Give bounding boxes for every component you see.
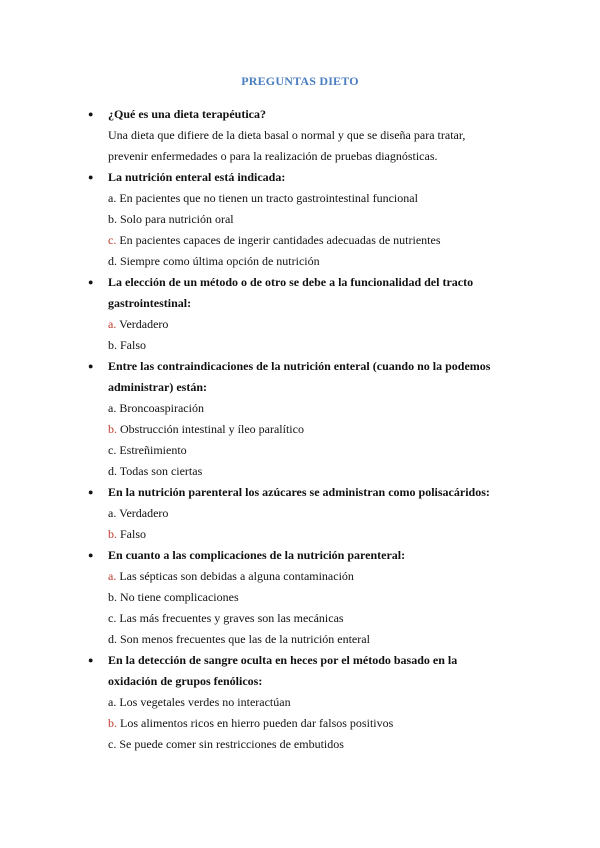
question-line [0,650,600,671]
option-label: No tiene complicaciones [117,590,239,604]
question-line [0,545,600,566]
option-text [108,314,168,335]
option-letter: a. [108,506,117,520]
answer-line [0,146,600,167]
option-line [0,230,600,251]
page-title: PREGUNTAS DIETO [241,74,359,88]
option-label: Verdadero [116,506,169,520]
option-line [0,608,600,629]
option-text [108,188,418,209]
bullet-icon: ● [88,655,94,665]
question-text: En cuanto a las complicaciones de la nutrición parenteral: [108,548,406,562]
option-text [108,524,146,545]
option-label: Son menos frecuentes que las de la nutrición enteral [117,632,370,646]
option-line [0,398,600,419]
question-line [0,293,600,314]
correct-option-letter: b. [108,527,117,541]
option-label: Todas son ciertas [117,464,203,478]
question-line [0,272,600,293]
option-letter: d. [108,254,117,268]
option-line [0,209,600,230]
bullet-icon: ● [88,109,94,119]
option-text [108,230,441,251]
option-label: Los vegetales verdes no interactúan [116,695,291,709]
option-label: Falso [117,338,147,352]
bullet-icon: ● [88,361,94,371]
answer-line [0,125,600,146]
option-line [0,503,600,524]
option-label: Las más frecuentes y graves son las mecánicas [116,611,344,625]
option-text [108,440,187,461]
option-label: En pacientes que no tienen un tracto gastrointestinal funcional [116,191,418,205]
option-text [108,209,234,230]
correct-option-letter: a. [108,317,117,331]
option-label: Los alimentos ricos en hierro pueden dar falsos positivos [117,716,394,730]
option-label: Verdadero [116,317,169,331]
question-text: ¿Qué es una dieta terapéutica? [108,107,266,121]
option-label: Solo para nutrición oral [117,212,234,226]
option-letter: c. [108,737,117,751]
option-label: Estreñimiento [116,443,187,457]
question-line [0,167,600,188]
option-line [0,587,600,608]
question-text: La nutrición enteral está indicada: [108,170,286,184]
option-text [108,713,393,734]
option-line [0,524,600,545]
question-text: La elección de un método o de otro se debe a la funcionalidad del tracto [108,275,474,289]
correct-option-letter: b. [108,422,117,436]
question-line [0,356,600,377]
answer-text: prevenir enfermedades o para la realización de pruebas diagnósticas. [108,149,438,163]
question-text: En la detección de sangre oculta en heces por el método basado en la [108,653,458,667]
option-letter: c. [108,443,117,457]
question-line [0,104,600,125]
option-text [108,398,204,419]
option-letter: a. [108,191,117,205]
bullet-icon: ● [88,550,94,560]
correct-option-letter: b. [108,716,117,730]
bullet-icon: ● [88,277,94,287]
bullet-icon: ● [88,487,94,497]
option-text [108,587,239,608]
option-line [0,419,600,440]
question-line [0,377,600,398]
question-text: administrar) están: [108,380,207,394]
option-letter: a. [108,401,117,415]
correct-option-letter: c. [108,233,117,247]
option-letter: d. [108,464,117,478]
option-text [108,629,370,650]
option-line [0,251,600,272]
question-text: En la nutrición parenteral los azúcares se administran como polisacáridos: [108,485,490,499]
option-label: Las sépticas son debidas a alguna contaminación [116,569,354,583]
option-text [108,503,168,524]
option-line [0,692,600,713]
question-line [0,671,600,692]
option-label: Se puede comer sin restricciones de embutidos [116,737,344,751]
option-text [108,566,354,587]
question-text: oxidación de grupos fenólicos: [108,674,263,688]
answer-text: Una dieta que difiere de la dieta basal o normal y que se diseña para tratar, [108,128,466,142]
option-letter: c. [108,611,117,625]
option-line [0,440,600,461]
option-letter: a. [108,695,117,709]
question-text: gastrointestinal: [108,296,192,310]
option-letter: d. [108,632,117,646]
option-line [0,734,600,755]
option-letter: b. [108,590,117,604]
option-line [0,314,600,335]
question-list [0,104,600,755]
option-line [0,188,600,209]
option-label: Obstrucción intestinal y íleo paralítico [117,422,304,436]
option-letter: b. [108,338,117,352]
option-text [108,419,304,440]
correct-option-letter: a. [108,569,117,583]
option-text [108,251,320,272]
option-label: Falso [117,527,147,541]
option-line [0,566,600,587]
option-line [0,335,600,356]
option-label: Broncoaspiración [116,401,204,415]
option-text [108,461,202,482]
bullet-icon: ● [88,172,94,182]
option-text [108,734,344,755]
option-line [0,629,600,650]
option-label: Siempre como última opción de nutrición [117,254,320,268]
question-text: Entre las contraindicaciones de la nutrición enteral (cuando no la podemos [108,359,491,373]
option-text [108,335,146,356]
option-label: En pacientes capaces de ingerir cantidades adecuadas de nutrientes [116,233,441,247]
option-letter: b. [108,212,117,226]
option-line [0,461,600,482]
option-line [0,713,600,734]
option-text [108,692,291,713]
option-text [108,608,344,629]
question-line [0,482,600,503]
